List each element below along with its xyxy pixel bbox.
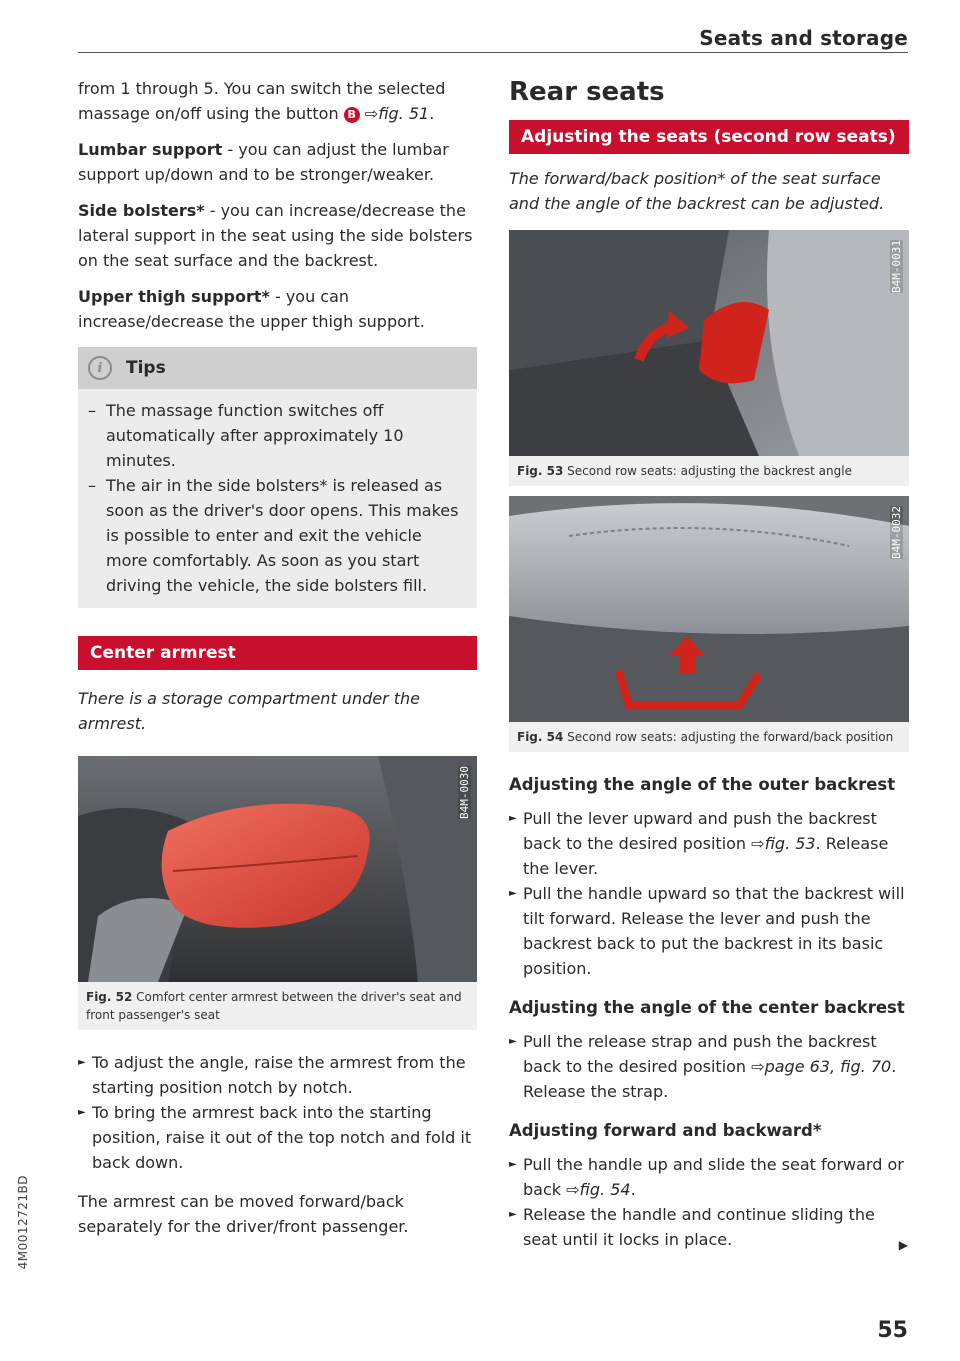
figure-53-image <box>509 230 909 456</box>
armrest-illustration <box>78 756 477 982</box>
backrest-lever-illustration <box>509 230 909 456</box>
thigh-paragraph <box>78 284 477 334</box>
figure-caption-text: Second row seats: adjusting the backrest angle <box>567 464 852 478</box>
figure-54 <box>509 496 909 752</box>
forward-step-text: . <box>630 1180 636 1199</box>
tips-header <box>78 347 477 389</box>
tips-item: – The massage function switches off automatically after approximately 10 minutes. <box>88 398 463 473</box>
figure-52 <box>78 756 477 1030</box>
center-backrest-heading: Adjusting the angle of the center backrest <box>509 998 905 1017</box>
ref-arrow-icon: ⇨ <box>751 1057 765 1076</box>
figure-label: Fig. 52 <box>86 990 133 1004</box>
figure-caption-text: Second row seats: adjusting the forward/back position <box>567 730 894 744</box>
ref-arrow-icon: ⇨ <box>566 1180 580 1199</box>
forward-step <box>509 1152 909 1202</box>
rear-seats-intro: The forward/back position* of the seat surface and the angle of the backrest can be adjusted. <box>509 169 885 213</box>
figure-code: B4M-0032 <box>890 506 903 559</box>
figure-caption-text: Comfort center armrest between the driver's seat and front passenger's seat <box>86 990 462 1022</box>
button-b-icon: B <box>344 107 360 123</box>
tips-title: Tips <box>126 358 166 378</box>
figure-53 <box>509 230 909 486</box>
figure-label: Fig. 54 <box>517 730 564 744</box>
running-header-title: Seats and storage <box>699 26 908 50</box>
lumbar-paragraph <box>78 137 477 187</box>
info-icon: i <box>88 356 112 380</box>
massage-text: from 1 through 5. You can switch the selected massage on/off using the button <box>78 79 446 123</box>
tips-item: – The air in the side bolsters* is released as soon as the driver's door opens. This makes is possible to enter and exit the vehicle more comfortably. As soon as you start driving the vehicle, the side bolsters fill. <box>88 473 463 598</box>
center-armrest-intro: There is a storage compartment under the armrest. <box>78 689 421 733</box>
figure-code: B4M-0031 <box>890 240 903 293</box>
armrest-step: ► To adjust the angle, raise the armrest from the starting position notch by notch. <box>78 1050 477 1100</box>
armrest-steps <box>78 1050 477 1175</box>
fig-54-ref[interactable]: fig. 54 <box>579 1180 631 1199</box>
seat-slide-illustration <box>509 496 909 722</box>
right-column <box>509 76 909 1252</box>
left-column <box>78 76 477 1239</box>
forward-step: ► Release the handle and continue sliding the seat until it locks in place. <box>509 1202 909 1252</box>
forward-step-text: Pull the handle up and slide the seat forward or back <box>523 1155 904 1199</box>
continue-arrow-icon: ▶ <box>898 1238 908 1252</box>
adjusting-seats-heading: Adjusting the seats (second row seats) <box>509 120 909 154</box>
figure-53-caption <box>509 456 909 486</box>
outer-backrest-heading: Adjusting the angle of the outer backrest <box>509 775 896 794</box>
armrest-note: The armrest can be moved forward/back separately for the driver/front passenger. <box>78 1192 409 1236</box>
armrest-step: ► To bring the armrest back into the starting position, raise it out of the top notch and fold it back down. <box>78 1100 477 1175</box>
lumbar-text: - you can adjust the lumbar support up/down and to be stronger/weaker. <box>78 140 449 184</box>
massage-fig-ref[interactable]: fig. 51 <box>378 104 430 123</box>
document-code: 4M0012721BD <box>16 1175 30 1270</box>
outer-step-text: . Release the lever. <box>523 834 889 878</box>
tips-box <box>78 347 477 608</box>
center-step-text: Pull the release strap and push the backrest back to the desired position <box>523 1032 877 1076</box>
center-armrest-heading: Center armrest <box>78 636 477 670</box>
massage-paragraph: from 1 through 5. You can switch the selected massage on/off using the button B ⇨fig. 51. <box>78 79 446 123</box>
header-rule <box>78 52 908 53</box>
rear-seats-title: Rear seats <box>509 77 665 107</box>
outer-step-text: Pull the lever upward and push the backrest back to the desired position <box>523 809 877 853</box>
ref-arrow-icon: ⇨ <box>751 834 765 853</box>
figure-54-caption <box>509 722 909 752</box>
bolsters-text: - you can increase/decrease the lateral support in the seat using the side bolsters on the seat surface and the backrest. <box>78 201 473 270</box>
figure-label: Fig. 53 <box>517 464 564 478</box>
page-number: 55 <box>877 1318 908 1343</box>
ref-arrow-icon: ⇨ <box>364 104 379 123</box>
tips-list <box>78 398 477 598</box>
bolsters-label: Side bolsters* <box>78 201 205 220</box>
bolsters-paragraph <box>78 198 477 273</box>
thigh-label: Upper thigh support* <box>78 287 270 306</box>
figure-52-caption <box>78 982 477 1030</box>
figure-52-image <box>78 756 477 982</box>
outer-step <box>509 806 909 881</box>
center-step <box>509 1029 909 1104</box>
thigh-text: - you can increase/decrease the upper thigh support. <box>78 287 425 331</box>
forward-backward-heading: Adjusting forward and backward* <box>509 1121 822 1140</box>
center-step-text: . Release the strap. <box>523 1057 897 1101</box>
outer-step: ► Pull the handle upward so that the backrest will tilt forward. Release the lever and push the backrest back to put the backrest in its basic position. <box>509 881 909 981</box>
page-63-ref[interactable]: page 63, fig. 70 <box>764 1057 892 1076</box>
lumbar-label: Lumbar support <box>78 140 223 159</box>
fig-53-ref[interactable]: fig. 53 <box>764 834 816 853</box>
figure-54-image <box>509 496 909 722</box>
figure-code: B4M-0030 <box>458 766 471 819</box>
